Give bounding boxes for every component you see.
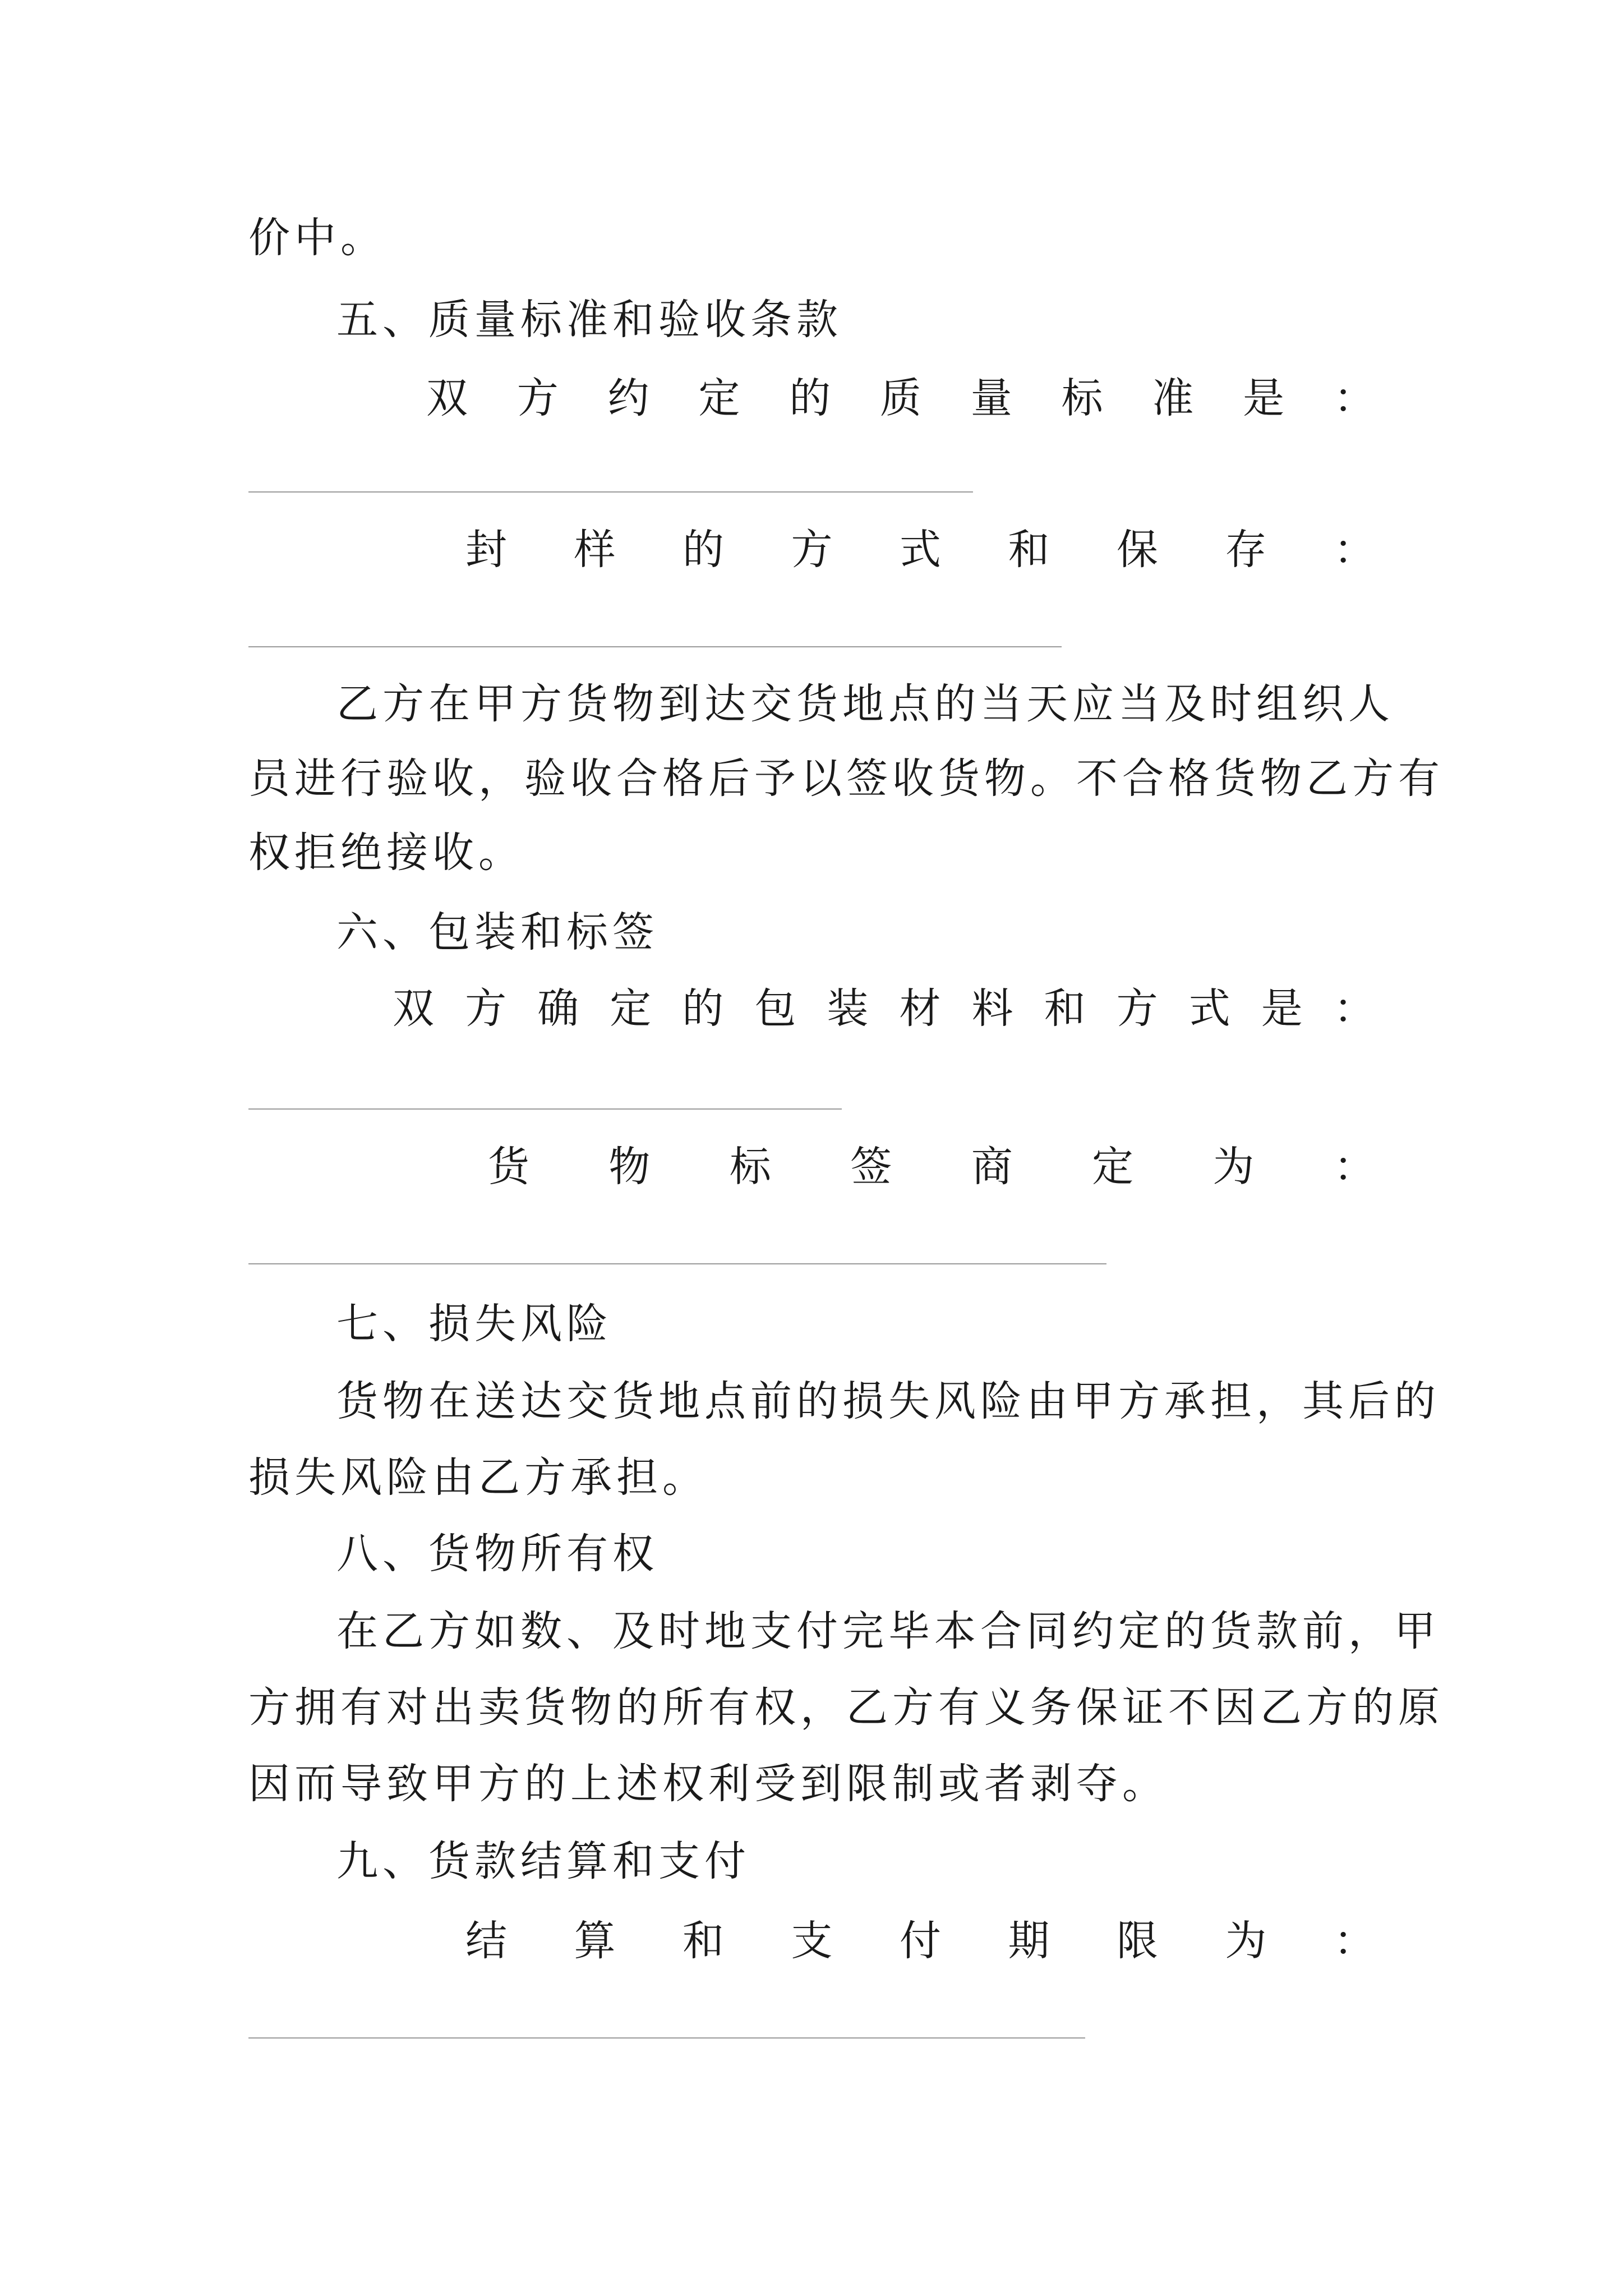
char: 的 — [683, 526, 724, 574]
char: 封 — [465, 526, 507, 574]
packaging-blank[interactable] — [248, 1108, 842, 1110]
char: 方 — [517, 374, 559, 422]
paragraph-line: 货物在送达交货地点前的损失风险由甲方承担，其后的 — [336, 1377, 1440, 1425]
char: 的 — [789, 374, 831, 422]
char: 定 — [610, 984, 652, 1033]
settlement-period-blank[interactable] — [248, 2037, 1085, 2039]
char: 双 — [393, 984, 434, 1033]
char: ： — [1333, 1143, 1375, 1191]
char: 和 — [1044, 984, 1086, 1033]
char: 约 — [607, 374, 649, 422]
char: 支 — [791, 1917, 833, 1965]
char: ： — [1334, 526, 1375, 574]
char: ： — [1333, 374, 1375, 422]
char: 和 — [683, 1917, 724, 1965]
paragraph-line: 权拒绝接收。 — [248, 829, 524, 877]
paragraph-line: 在乙方如数、及时地支付完毕本合同约定的货款前，甲 — [336, 1607, 1440, 1655]
char: 装 — [827, 984, 869, 1033]
section-heading-8: 八、货物所有权 — [336, 1530, 658, 1578]
char: 材 — [899, 984, 941, 1033]
char: 限 — [1117, 1917, 1158, 1965]
char: 标 — [729, 1143, 771, 1191]
char: 方 — [791, 526, 833, 574]
char: 货 — [488, 1143, 529, 1191]
settlement-period-label — [465, 1914, 1375, 1968]
paragraph-line: 因而导致甲方的上述权利受到限制或者剥夺。 — [248, 1760, 1168, 1808]
sample-seal-label — [465, 523, 1375, 577]
char: 质 — [879, 374, 921, 422]
paragraph-line: 乙方在甲方货物到达交货地点的当天应当及时组织人 — [336, 680, 1394, 728]
char: 保 — [1117, 526, 1158, 574]
char: 付 — [900, 1917, 941, 1965]
char: 为 — [1225, 1917, 1267, 1965]
char: 定 — [698, 374, 740, 422]
char: ： — [1334, 1917, 1375, 1965]
char: 和 — [1008, 526, 1050, 574]
char: 方 — [465, 984, 507, 1033]
char: 双 — [426, 374, 468, 422]
char: 物 — [608, 1143, 651, 1191]
label-blank[interactable] — [248, 1263, 1106, 1264]
char: ： — [1333, 984, 1375, 1033]
char: 的 — [682, 984, 724, 1033]
paragraph-line: 方拥有对出卖货物的所有权，乙方有义务保证不因乙方的原 — [248, 1683, 1444, 1732]
paragraph-line: 损失风险由乙方承担。 — [248, 1453, 708, 1502]
char: 商 — [971, 1143, 1013, 1191]
char: 存 — [1225, 526, 1267, 574]
char: 结 — [465, 1917, 507, 1965]
char: 是 — [1261, 984, 1303, 1033]
char: 式 — [1188, 984, 1230, 1033]
section-heading-7: 七、损失风险 — [336, 1300, 612, 1348]
char: 签 — [850, 1143, 892, 1191]
char: 方 — [1116, 984, 1158, 1033]
section-heading-5: 五、质量标准和验收条款 — [336, 296, 842, 344]
paragraph-continuation: 价中。 — [248, 214, 386, 262]
label-label — [488, 1140, 1375, 1194]
char: 是 — [1243, 374, 1285, 422]
char: 标 — [1061, 374, 1103, 422]
quality-standard-blank[interactable] — [248, 491, 973, 493]
quality-standard-label — [426, 371, 1375, 425]
sample-seal-blank[interactable] — [248, 646, 1062, 647]
section-heading-6: 六、包装和标签 — [336, 908, 658, 956]
packaging-label — [393, 982, 1375, 1036]
char: 式 — [900, 526, 941, 574]
section-heading-9: 九、货款结算和支付 — [336, 1837, 750, 1885]
char: 量 — [970, 374, 1012, 422]
char: 确 — [537, 984, 579, 1033]
char: 样 — [574, 526, 616, 574]
char: 准 — [1152, 374, 1194, 422]
char: 定 — [1092, 1143, 1134, 1191]
char: 期 — [1008, 1917, 1050, 1965]
paragraph-line: 员进行验收，验收合格后予以签收货物。不合格货物乙方有 — [248, 754, 1444, 803]
char: 为 — [1212, 1143, 1255, 1191]
char: 算 — [574, 1917, 616, 1965]
char: 包 — [754, 984, 796, 1033]
char: 料 — [971, 984, 1013, 1033]
